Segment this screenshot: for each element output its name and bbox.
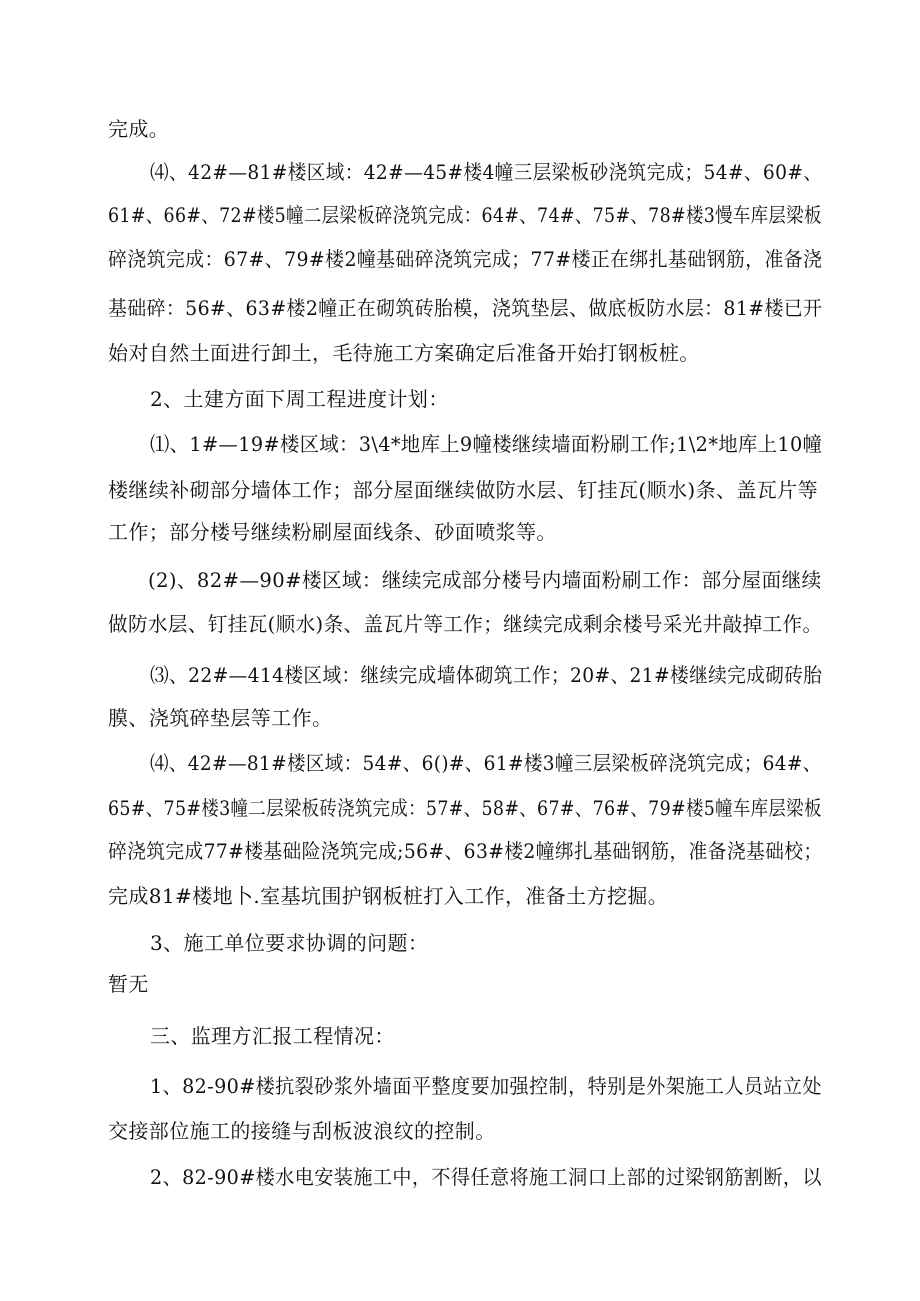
text-line-10: 工作；部分楼号继续粉刷屋面线条、砂面喷浆等。 — [108, 520, 557, 544]
text-line-17: 碎浇筑完成77#楼基础险浇筑完成;56#、63#楼2幢绑扎基础钢筋，准备浇基础校； — [108, 839, 823, 863]
text-line-11: (2)、82#—90#楼区域：继续完成部分楼号内墙面粉刷工作：部分屋面继续 — [148, 568, 822, 592]
text-line-14: 膜、浇筑碎垫层等工作。 — [108, 706, 333, 730]
text-line-1: 完成。 — [108, 117, 170, 141]
text-line-20: 暂无 — [108, 972, 149, 996]
text-line-3: 61#、66#、72#楼5幢二层梁板碎浇筑完成：64#、74#、75#、78#楼3慢车库层梁板 — [108, 203, 822, 227]
text-line-22: 1、82-90#楼抗裂砂浆外墙面平整度要加强控制，特别是外架施工人员站立处 — [150, 1074, 822, 1098]
text-line-6: 始对自然土面进行卸土，毛待施工方案确定后准备开始打钢板桩。 — [108, 341, 700, 365]
text-line-5: 基础碎：56#、63#楼2幢正在砌筑砖胎模，浇筑垫层、做底板防水层：81#楼已开 — [108, 296, 823, 320]
text-line-16: 65#、75#楼3幢二层梁板砖浇筑完成：57#、58#、67#、76#、79#楼5幢车库层梁板 — [108, 796, 822, 820]
text-line-19: 3、施工单位要求协调的问题： — [150, 931, 429, 955]
text-line-12: 做防水层、钉挂瓦(顺水)条、盖瓦片等工作；继续完成剩余楼号采光井敲掉工作。 — [108, 612, 823, 636]
text-line-15: ⑷、42#—81#楼区域：54#、6()#、61#楼3幢三层梁板碎浇筑完成；64#、 — [150, 751, 822, 775]
text-line-21: 三、监理方汇报工程情况： — [150, 1024, 395, 1048]
text-line-8: ⑴、1#—19#楼区域：3\4*地库上9幢楼继续墙面粉刷工作;1\2*地库上10幢 — [150, 432, 823, 456]
text-line-7: 2、土建方面下周工程进度计划： — [150, 387, 449, 411]
text-line-13: ⑶、22#—414楼区域：继续完成墙体砌筑工作；20#、21#楼继续完成砌砖胎 — [150, 663, 823, 687]
text-line-9: 楼继续补砌部分墙体工作；部分屋面继续做防水层、钉挂瓦(顺水)条、盖瓦片等 — [108, 478, 819, 502]
text-line-18: 完成81#楼地卜.室基坑围护钢板桩打入工作，准备土方挖掘。 — [108, 884, 669, 908]
text-line-23: 交接部位施工的接缝与刮板波浪纹的控制。 — [108, 1119, 496, 1143]
text-line-2: ⑷、42#—81#楼区域：42#—45#楼4幢三层梁板砂浇筑完成；54#、60#、 — [150, 160, 823, 184]
text-line-24: 2、82-90#楼水电安装施工中，不得任意将施工洞口上部的过梁钢筋割断，以 — [150, 1165, 822, 1189]
text-line-4: 碎浇筑完成：67#、79#楼2幢基础碎浇筑完成；77#楼正在绑扎基础钢筋，准备浇 — [108, 247, 823, 271]
